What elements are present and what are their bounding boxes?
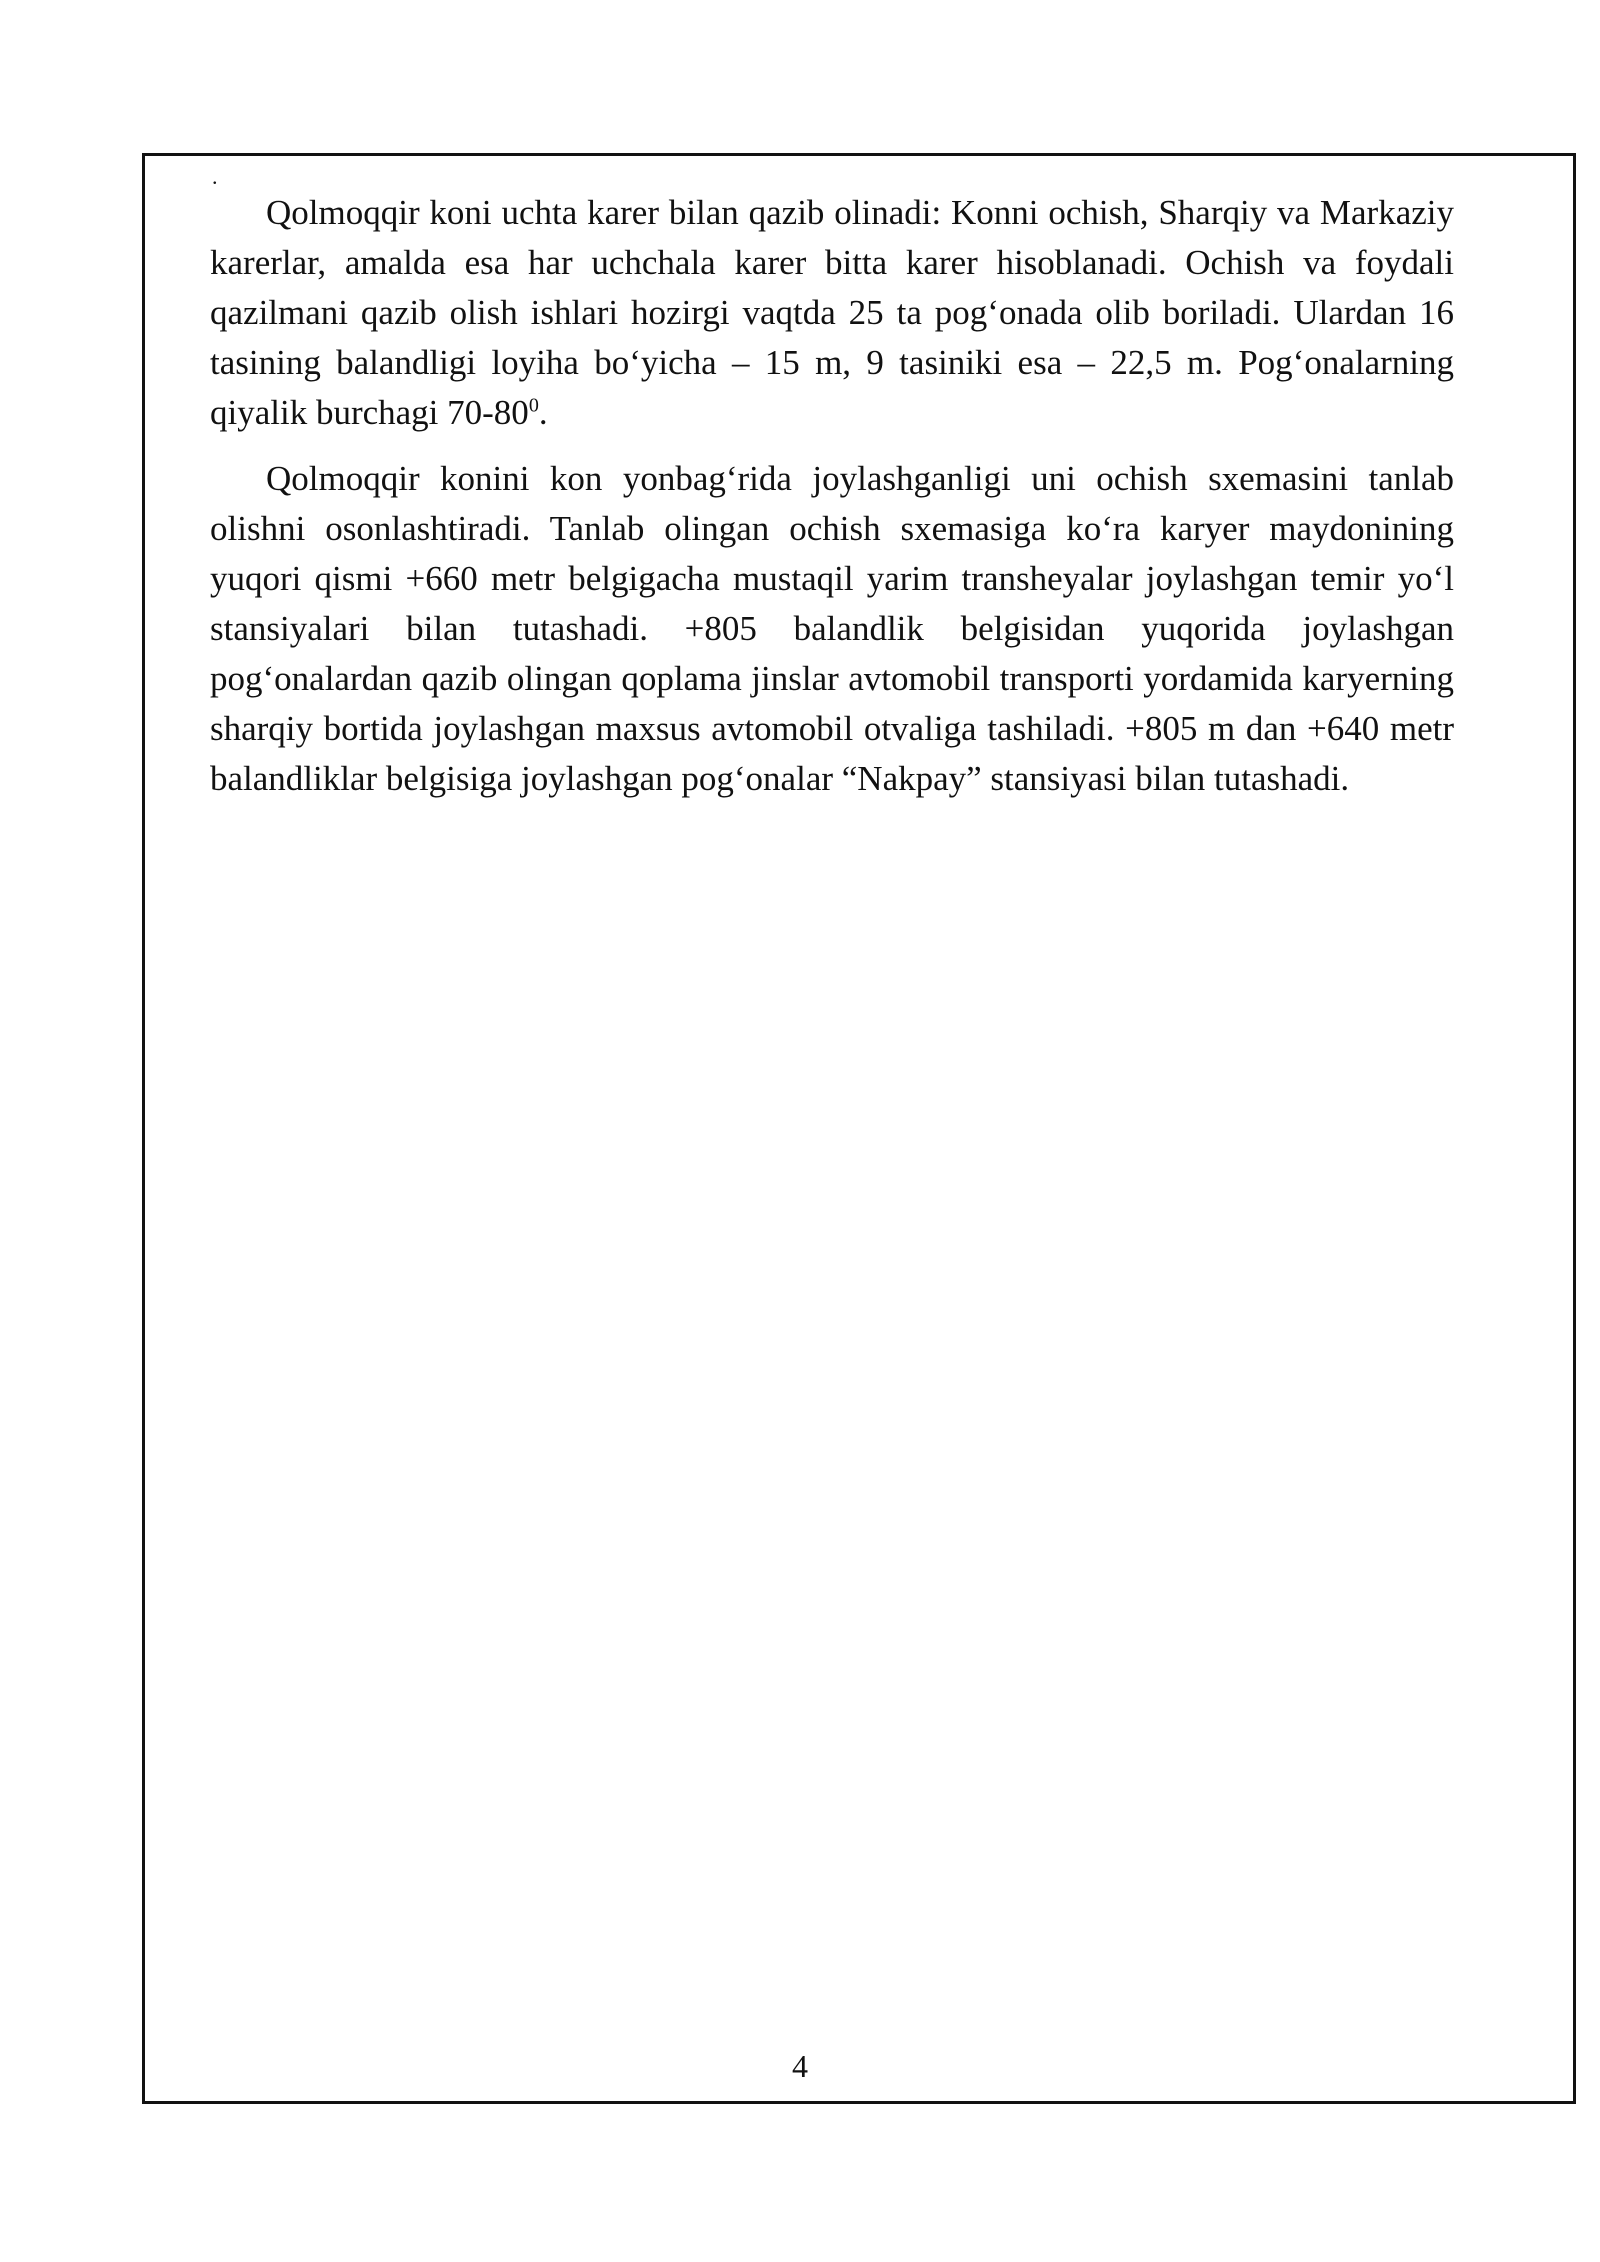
paragraph-2-text: Qolmoqqir konini kon yonbag‘rida joylashganligi uni ochish sxemasini tanlab olishni osonlashtiradi. Tanlab olingan ochish sxemasiga ko‘ra karyer maydonining yuqori qismi +660 metr belgigacha mustaqil yarim transheyalar joylashgan temir yo‘l stansiyalari bilan tutashadi. +805 balandlik belgisidan yuqorida joylashgan pog‘onalardan qazib olingan qoplama jinslar avtomobil transporti yordamida karyerning sharqiy bortida joylashgan maxsus avtomobil otvaliga tashiladi. +805 m dan +640 metr balandliklar belgisiga joylashgan pog‘onalar “Nakpay” stansiyasi bilan tutashadi. (210, 459, 1454, 798)
degree-superscript: 0 (528, 394, 539, 417)
paragraph-2 (210, 454, 1454, 804)
stray-mark: . (212, 164, 218, 189)
document-body (210, 188, 1454, 820)
paragraph-1 (210, 188, 1454, 438)
paragraph-1-text: Qolmoqqir koni uchta karer bilan qazib olinadi: Konni ochish, Sharqiy va Markaziy karerlar, amalda esa har uchchala karer bitta karer hisoblanadi. Ochish va foydali qazilmani qazib olish ishlari hozirgi vaqtda 25 ta pog‘onada olib boriladi. Ulardan 16 tasining balandligi loyiha bo‘yicha – 15 m, 9 tasiniki esa – 22,5 m. Pog‘onalarning qiyalik burchagi 70-80 (210, 193, 1454, 432)
page-number: 4 (792, 2048, 808, 2084)
paragraph-1-end: . (538, 393, 548, 432)
